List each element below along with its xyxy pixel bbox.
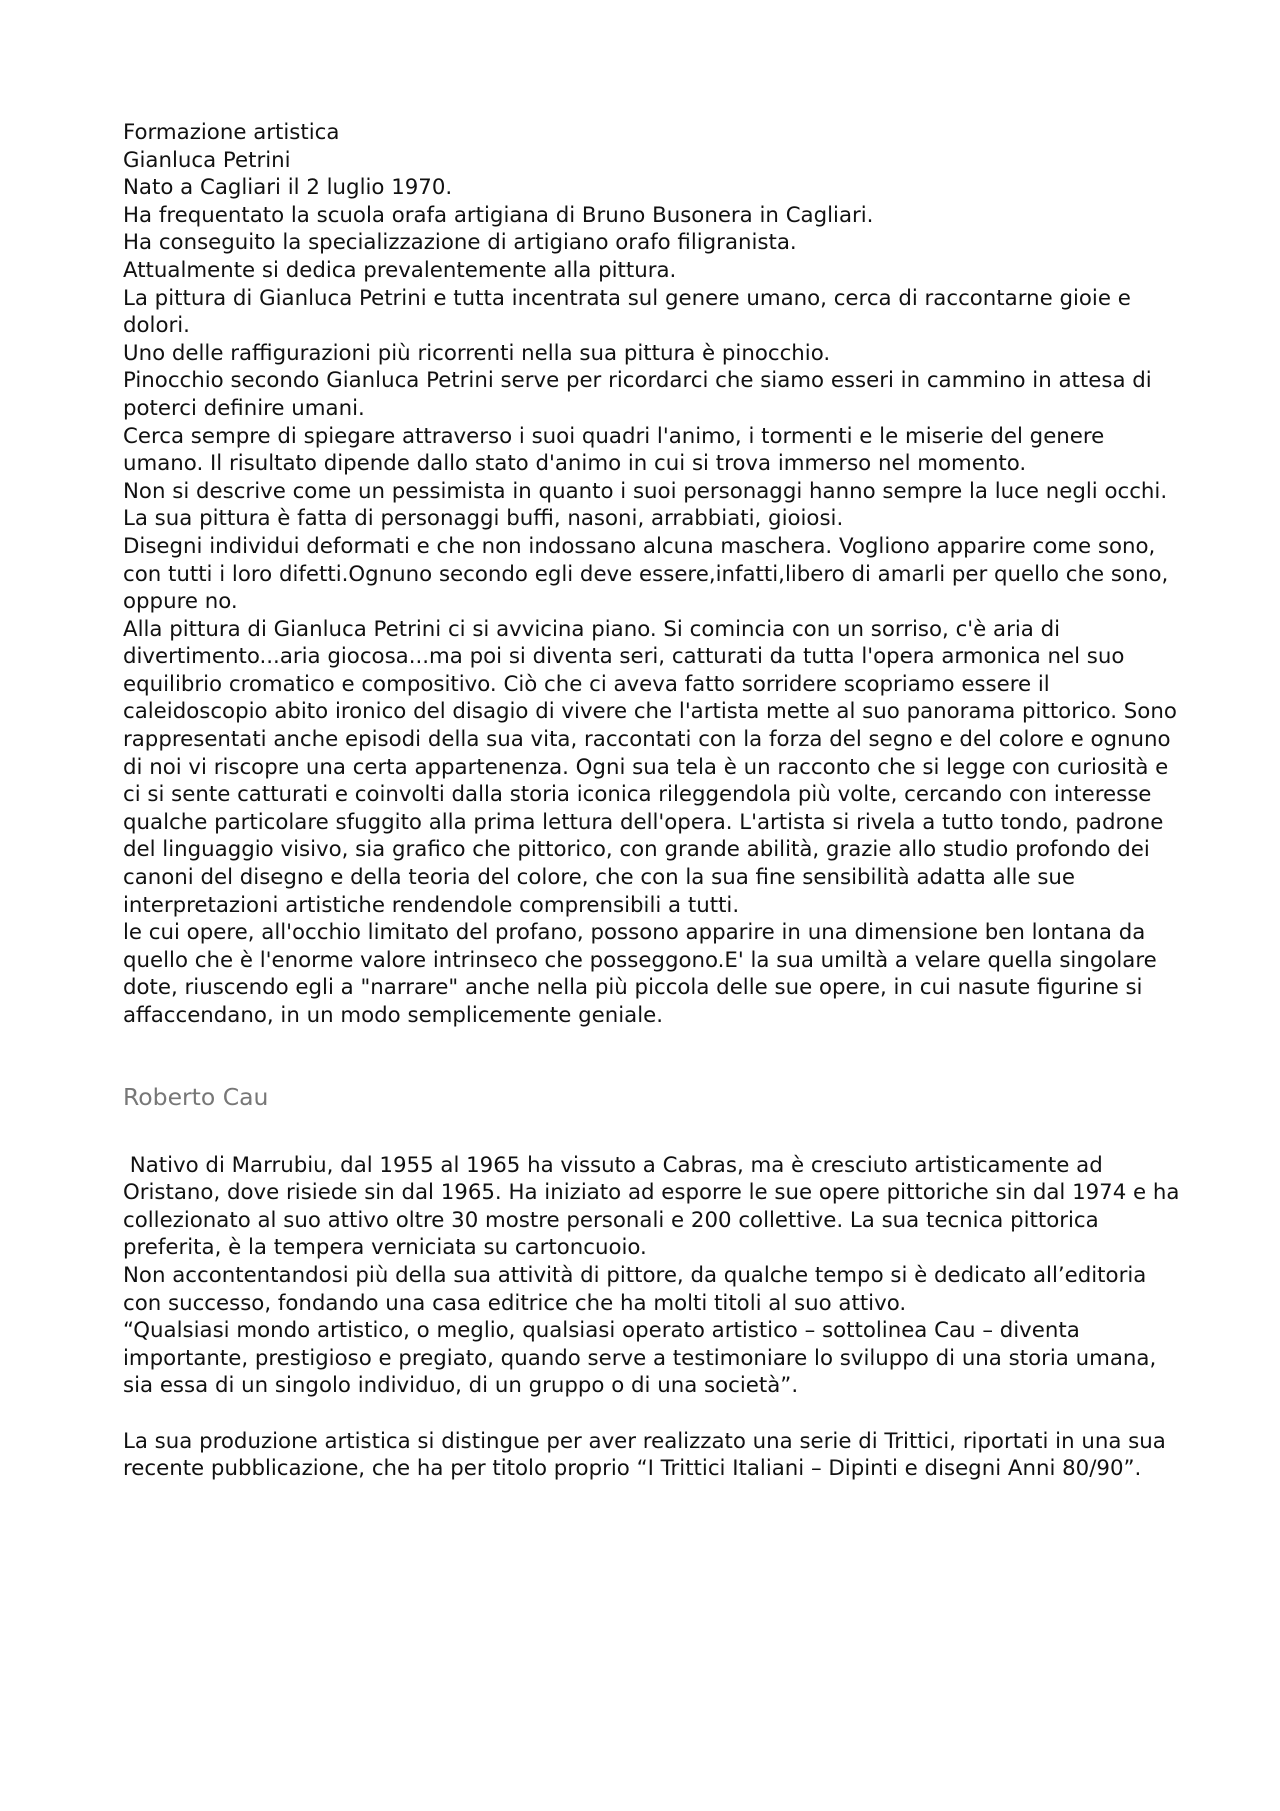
text-line: Disegni individui deformati e che non indossano alcuna maschera. Vogliono apparire come sono, con tutti i loro difetti.Ognuno secondo egli deve essere,infatti,libero di amarli per quello che sono, oppure no. [123,533,1169,615]
text-line: Nato a Cagliari il 2 luglio 1970. [123,175,453,201]
artist-name: Gianluca Petrini [123,147,291,173]
text-line: Ha frequentato la scuola orafa artigiana di Bruno Busonera in Cagliari. [123,202,874,228]
text-line: Pinocchio secondo Gianluca Petrini serve per ricordarci che siamo esseri in cammino in attesa di poterci definire umani. [123,368,1152,421]
text-line: Ha conseguito la specializzazione di artigiano orafo filigranista. [123,230,797,256]
text-paragraph: La sua produzione artistica si distingue per aver realizzato una serie di Trittici, riportati in una sua recente pubblicazione, che ha per titolo proprio “I Trittici Italiani – Dipinti e disegni Anni 80/90”. [123,1428,1166,1482]
quote-paragraph: “Qualsiasi mondo artistico, o meglio, qualsiasi operato artistico – sottolinea Cau – diventa importante, prestigioso e pregiato, quando serve a testimoniare lo sviluppo di una storia umana, sia essa di un singolo individuo, di un gruppo o di una società”. [123,1318,1157,1399]
text-line: Uno delle raffigurazioni più ricorrenti nella sua pittura è pinocchio. [123,340,831,366]
text-paragraph: le cui opere, all'occhio limitato del profano, possono apparire in una dimensione ben lontana da quello che è l'enorme valore intrinseco che posseggono.E' la sua umiltà a velare quella singolare dote, riuscendo egli a "narrare" anche nella più piccola delle sue opere, in cui nasute figurine si affaccendano, in un modo semplicemente geniale. [123,920,1157,1028]
text-line: La pittura di Gianluca Petrini e tutta incentrata sul genere umano, cerca di raccontarne gioie e dolori. [123,285,1131,339]
section-heading: Roberto Cau [123,1082,269,1111]
text-paragraph: Non accontentandosi più della sua attività di pittore, da qualche tempo si è dedicato all’editoria con successo, fondando una casa editrice che ha molti titoli al suo attivo. [123,1262,1147,1316]
paragraph-gap [123,1400,1183,1428]
text-line: Non si descrive come un pessimista in quanto i suoi personaggi hanno sempre la luce negli occhi. [123,478,1168,504]
petrini-section [123,119,1183,1030]
text-line: La sua pittura è fatta di personaggi buffi, nasoni, arrabbiati, gioiosi. [123,506,844,532]
text-paragraph: Nativo di Marrubiu, dal 1955 al 1965 ha vissuto a Cabras, ma è cresciuto artisticamente ad Oristano, dove risiede sin dal 1965. Ha iniziato ad esporre le sue opere pittoriche sin dal 1974 e ha collezionato al suo attivo oltre 30 mostre personali e 200 collettive. La sua tecnica pittorica preferita, è la tempera verniciata su cartoncuoio. [123,1152,1187,1261]
text-line: Attualmente si dedica prevalentemente alla pittura. [123,257,677,283]
document-page [123,119,1187,1483]
text-line: Cerca sempre di spiegare attraverso i suoi quadri l'animo, i tormenti e le miserie del genere umano. Il risultato dipende dallo stato d'animo in cui si trova immerso nel momento. [123,423,1105,477]
section-title: Formazione artistica [123,120,340,145]
cau-section [123,1152,1187,1483]
text-paragraph: Alla pittura di Gianluca Petrini ci si avvicina piano. Si comincia con un sorriso, c'è aria di divertimento...aria giocosa...ma poi si diventa seri, catturati da tutta l'opera armonica nel suo equilibrio cromatico e compositivo. Ciò che ci aveva fatto sorridere scopriamo essere il caleidoscopio abito ironico del disagio di vivere che l'artista mette al suo panorama pittorico. Sono rappresentati anche episodi della sua vita, raccontati con la forza del segno e del colore e ognuno di noi vi riscopre una certa appartenenza. Ogni sua tela è un racconto che si legge con curiosità e ci si sente catturati e coinvolti dalla storia iconica rileggendola più volte, cercando con interesse qualche particolare sfuggito alla prima lettura dell'opera. L'artista si rivela a tutto tondo, padrone del linguaggio visivo, sia grafico che pittorico, con grande abilità, grazie allo studio profondo dei canoni del disegno e della teoria del colore, che con la sua fine sensibilità adatta alle sue interpretazioni artistiche rendendole comprensibili a tutti. [123,616,1177,918]
